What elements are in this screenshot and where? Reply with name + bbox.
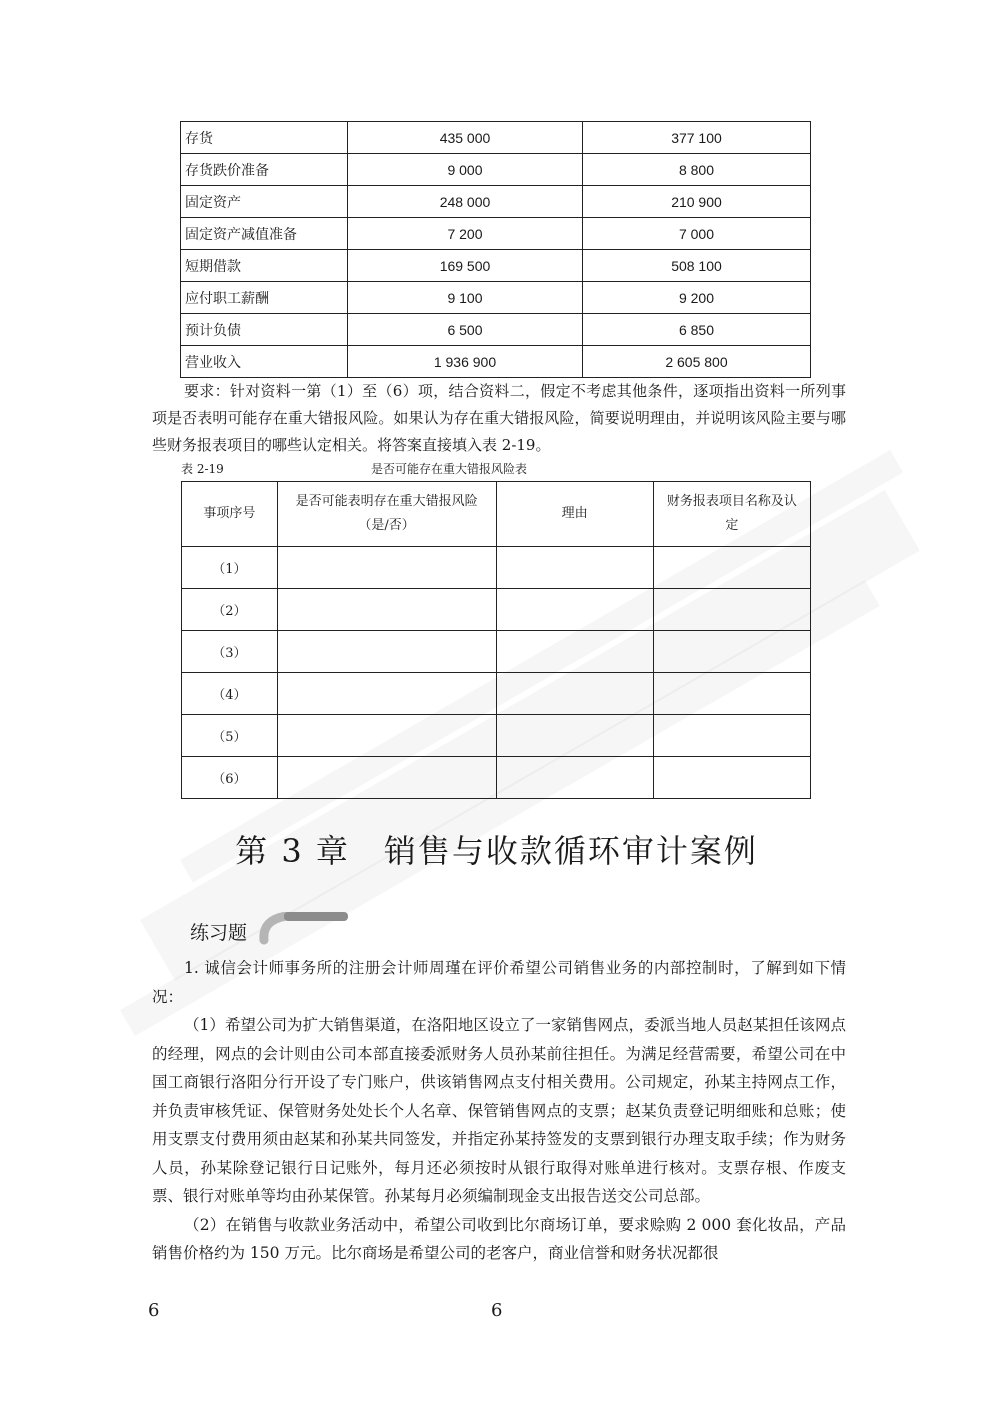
risk-assertion-cell xyxy=(653,673,810,715)
risk-reason-cell xyxy=(496,631,653,673)
balance-value-1: 7 200 xyxy=(348,218,583,250)
paragraph-1: 1. 诚信会计师事务所的注册会计师周瑾在评价希望公司销售业务的内部控制时，了解到如下情况： xyxy=(152,959,846,1006)
balance-value-1: 435 000 xyxy=(348,122,583,154)
balance-row xyxy=(181,122,811,154)
risk-item-no: （3） xyxy=(182,631,278,673)
balance-value-2: 9 200 xyxy=(583,282,811,314)
risk-item-no: （1） xyxy=(182,547,278,589)
risk-reason-cell xyxy=(496,547,653,589)
balance-value-1: 169 500 xyxy=(348,250,583,282)
risk-reason-cell xyxy=(496,589,653,631)
balance-value-1: 248 000 xyxy=(348,186,583,218)
risk-reason-cell xyxy=(496,673,653,715)
header-assertion-line2: 定 xyxy=(725,518,739,533)
header-item-no: 事项序号 xyxy=(182,482,278,547)
risk-row xyxy=(182,715,811,757)
balance-value-2: 8 800 xyxy=(583,154,811,186)
header-risk-line1: 是否可能表明存在重大错报风险 xyxy=(295,494,478,509)
requirement-text: 要求：针对资料一第（1）至（6）项，结合资料二，假定不考虑其他条件，逐项指出资料一所列事项是否表明可能存在重大错报风险。如果认为存在重大错报风险，简要说明理由，并说明该风险主要与哪些财务报表项目的哪些认定相关。将答案直接填入表 2-19。 xyxy=(152,382,846,454)
balance-table xyxy=(180,121,811,378)
risk-answer-cell xyxy=(277,589,496,631)
table-number: 表 2-19 xyxy=(181,462,224,476)
header-reason: 理由 xyxy=(496,482,653,547)
risk-answer-cell xyxy=(277,757,496,799)
risk-row xyxy=(182,589,811,631)
section-heading: 练习题 xyxy=(190,922,248,944)
balance-item: 营业收入 xyxy=(181,346,348,378)
balance-item: 应付职工薪酬 xyxy=(181,282,348,314)
page-number-left: 6 xyxy=(148,1300,160,1321)
risk-assertion-cell xyxy=(653,715,810,757)
balance-value-2: 6 850 xyxy=(583,314,811,346)
risk-item-no: （5） xyxy=(182,715,278,757)
section-decoration-icon xyxy=(258,912,350,946)
balance-row xyxy=(181,250,811,282)
paragraph-2: （1）希望公司为扩大销售渠道，在洛阳地区设立了一家销售网点，委派当地人员赵某担任该网点的经理，网点的会计则由公司本部直接委派财务人员孙某前往担任。为满足经营需要，希望公司在中国工商银行洛阳分行开设了专门账户，供该销售网点支付相关费用。公司规定，孙某主持网点工作，并负责审核凭证、保管财务处处长个人名章、保管销售网点的支票；赵某负责登记明细账和总账；使用支票支付费用须由赵某和孙某共同签发，并指定孙某持签发的支票到银行办理支取手续；作为财务人员，孙某除登记银行日记账外，每月还必须按时从银行取得对账单进行核对。支票存根、作废支票、银行对账单等均由孙某保管。孙某每月必须编制现金支出报告送交公司总部。 xyxy=(152,1016,846,1205)
risk-row xyxy=(182,631,811,673)
balance-item: 存货跌价准备 xyxy=(181,154,348,186)
table-title: 是否可能存在重大错报风险表 xyxy=(371,462,528,476)
balance-item: 存货 xyxy=(181,122,348,154)
risk-answer-cell xyxy=(277,715,496,757)
risk-row xyxy=(182,673,811,715)
body-text xyxy=(152,954,846,1268)
balance-row xyxy=(181,346,811,378)
risk-item-no: （4） xyxy=(182,673,278,715)
header-assertion-line1: 财务报表项目名称及认 xyxy=(666,494,797,509)
risk-answer-cell xyxy=(277,673,496,715)
balance-row xyxy=(181,218,811,250)
balance-item: 固定资产 xyxy=(181,186,348,218)
paragraph-3: （2）在销售与收款业务活动中，希望公司收到比尔商场订单，要求赊购 2 000 套化妆品，产品销售价格约为 150 万元。比尔商场是希望公司的老客户，商业信誉和财务状况都很 xyxy=(152,1215,846,1262)
risk-answer-cell xyxy=(277,547,496,589)
risk-row xyxy=(182,757,811,799)
risk-assertion-cell xyxy=(653,589,810,631)
header-assertion xyxy=(653,482,810,547)
balance-item: 短期借款 xyxy=(181,250,348,282)
risk-assertion-cell xyxy=(653,757,810,799)
header-risk-line2: （是/否） xyxy=(358,518,415,533)
risk-item-no: （2） xyxy=(182,589,278,631)
risk-item-no: （6） xyxy=(182,757,278,799)
balance-row xyxy=(181,282,811,314)
risk-assertion-cell xyxy=(653,631,810,673)
risk-answer-cell xyxy=(277,631,496,673)
balance-value-1: 1 936 900 xyxy=(348,346,583,378)
balance-value-1: 6 500 xyxy=(348,314,583,346)
balance-value-2: 2 605 800 xyxy=(583,346,811,378)
balance-value-1: 9 000 xyxy=(348,154,583,186)
balance-row xyxy=(181,186,811,218)
chapter-title: 第 3 章 销售与收款循环审计案例 xyxy=(235,832,758,870)
balance-value-2: 210 900 xyxy=(583,186,811,218)
risk-assertion-cell xyxy=(653,547,810,589)
balance-value-2: 508 100 xyxy=(583,250,811,282)
risk-reason-cell xyxy=(496,715,653,757)
balance-value-2: 377 100 xyxy=(583,122,811,154)
balance-row xyxy=(181,154,811,186)
balance-row xyxy=(181,314,811,346)
balance-item: 预计负债 xyxy=(181,314,348,346)
header-risk xyxy=(277,482,496,547)
balance-item: 固定资产减值准备 xyxy=(181,218,348,250)
risk-row xyxy=(182,547,811,589)
balance-value-2: 7 000 xyxy=(583,218,811,250)
page-number-center: 6 xyxy=(491,1300,503,1321)
risk-reason-cell xyxy=(496,757,653,799)
risk-table xyxy=(181,481,811,799)
balance-value-1: 9 100 xyxy=(348,282,583,314)
